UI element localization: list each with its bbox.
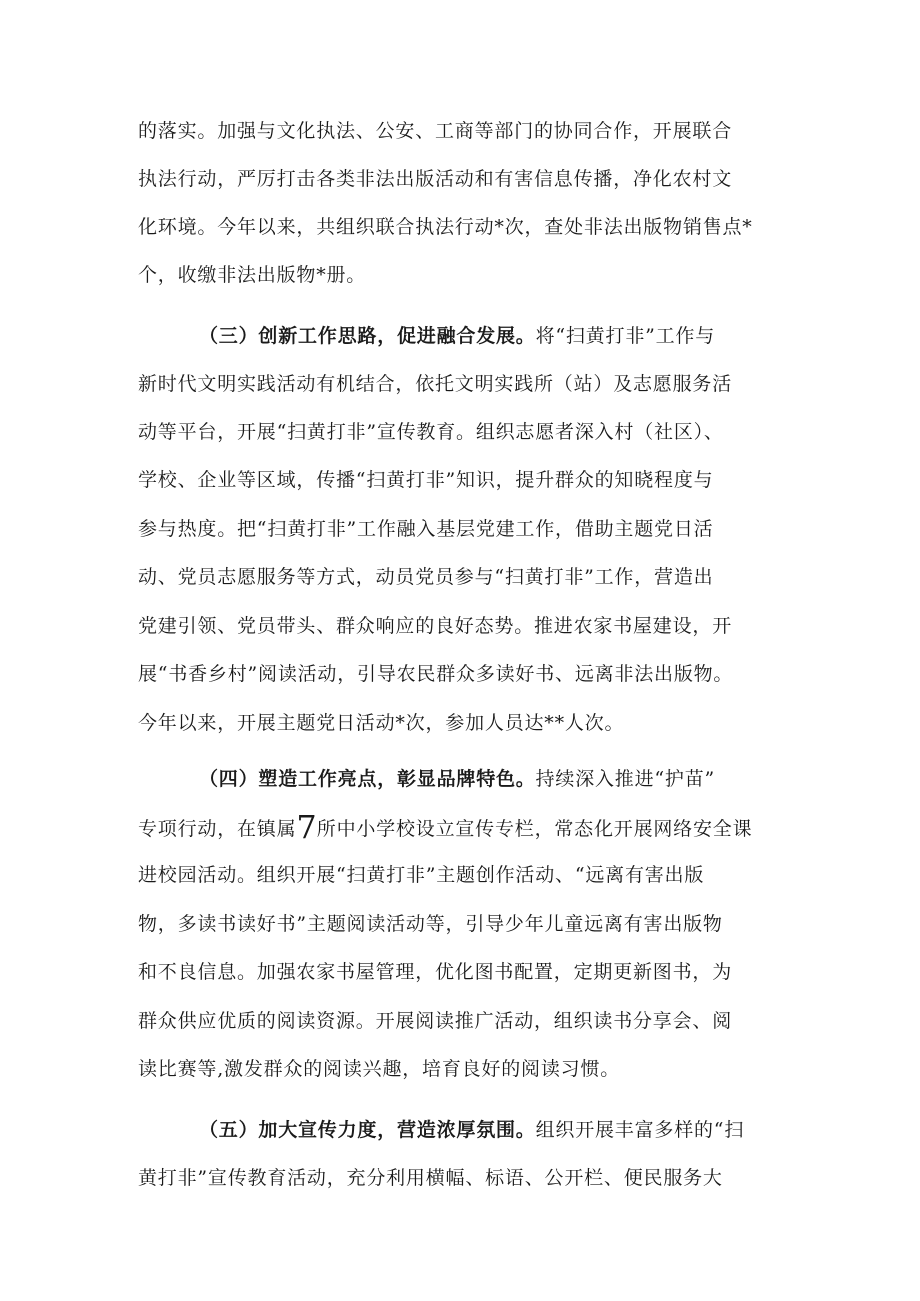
paragraph-line: 展“书香乡村”阅读活动，引导农民群众多读好书、远离非法出版物。 xyxy=(138,663,734,685)
paragraph-line: 个，收缴非法出版物*册。 xyxy=(138,264,367,286)
paragraph-line: 党建引领、党员带头、群众响应的良好态势。推进农家书屋建设，开 xyxy=(138,615,733,637)
section-heading: （三）创新工作思路，促进融合发展。 xyxy=(199,325,536,347)
paragraph-line: 执法行动，严厉打击各类非法出版活动和有害信息传播，净化农村文 xyxy=(138,168,733,190)
paragraph-text: 组织开展丰富多样的“扫 xyxy=(535,1119,745,1141)
school-count: 7 xyxy=(296,808,317,846)
paragraph-line: 读比赛等,激发群众的阅读兴趣，培育良好的阅读习惯。 xyxy=(138,1058,621,1080)
paragraph-line: 群众供应优质的阅读资源。开展阅读推广活动，组织读书分享会、阅 xyxy=(138,1010,733,1032)
paragraph-line: 今年以来，开展主题党日活动*次，参加人员达**人次。 xyxy=(138,712,625,734)
paragraph-text: 所中小学校设立宣传专栏，常态化开展网络安全课 xyxy=(316,818,753,840)
paragraph-text: 专项行动，在镇属 xyxy=(138,818,297,840)
paragraph-line: 动等平台，开展“扫黄打非”宣传教育。组织志愿者深入村（社区）、 xyxy=(138,421,724,443)
paragraph-text: 持续深入推进“护苗” xyxy=(535,768,716,790)
paragraph-first-line xyxy=(199,764,715,794)
paragraph-line: 进校园活动。组织开展“扫黄打非”主题创作活动、“远离有害出版 xyxy=(138,864,705,886)
paragraph-first-line xyxy=(199,321,715,351)
paragraph-line: 黄打非”宣传教育活动，充分利用横幅、标语、公开栏、便民服务大 xyxy=(138,1167,723,1189)
paragraph-line: 动、党员志愿服务等方式，动员党员参与“扫黄打非”工作，营造出 xyxy=(138,566,714,588)
paragraph-line: 化环境。今年以来，共组织联合执法行动*次，查处非法出版物销售点* xyxy=(138,216,753,238)
paragraph-line: 学校、企业等区域，传播“扫黄打非”知识，提升群众的知晓程度与 xyxy=(138,469,714,491)
paragraph-first-line xyxy=(199,1115,744,1145)
paragraph-line: 参与热度。把“扫黄打非”工作融入基层党建工作，借助主题党日活 xyxy=(138,518,714,540)
paragraph-line xyxy=(138,808,753,846)
paragraph-line: 新时代文明实践活动有机结合，依托文明实践所（站）及志愿服务活 xyxy=(138,373,733,395)
paragraph-line: 物，多读书读好书”主题阅读活动等，引导少年儿童远离有害出版物 xyxy=(138,913,723,935)
section-heading: （五）加大宣传力度，营造浓厚氛围。 xyxy=(199,1119,536,1141)
section-heading: （四）塑造工作亮点，彰显品牌特色。 xyxy=(199,768,536,790)
paragraph-line: 和不良信息。加强农家书屋管理，优化图书配置，定期更新图书，为 xyxy=(138,961,733,983)
paragraph-line: 的落实。加强与文化执法、公安、工商等部门的协同合作，开展联合 xyxy=(138,120,733,142)
paragraph-text: 将“扫黄打非”工作与 xyxy=(535,325,716,347)
